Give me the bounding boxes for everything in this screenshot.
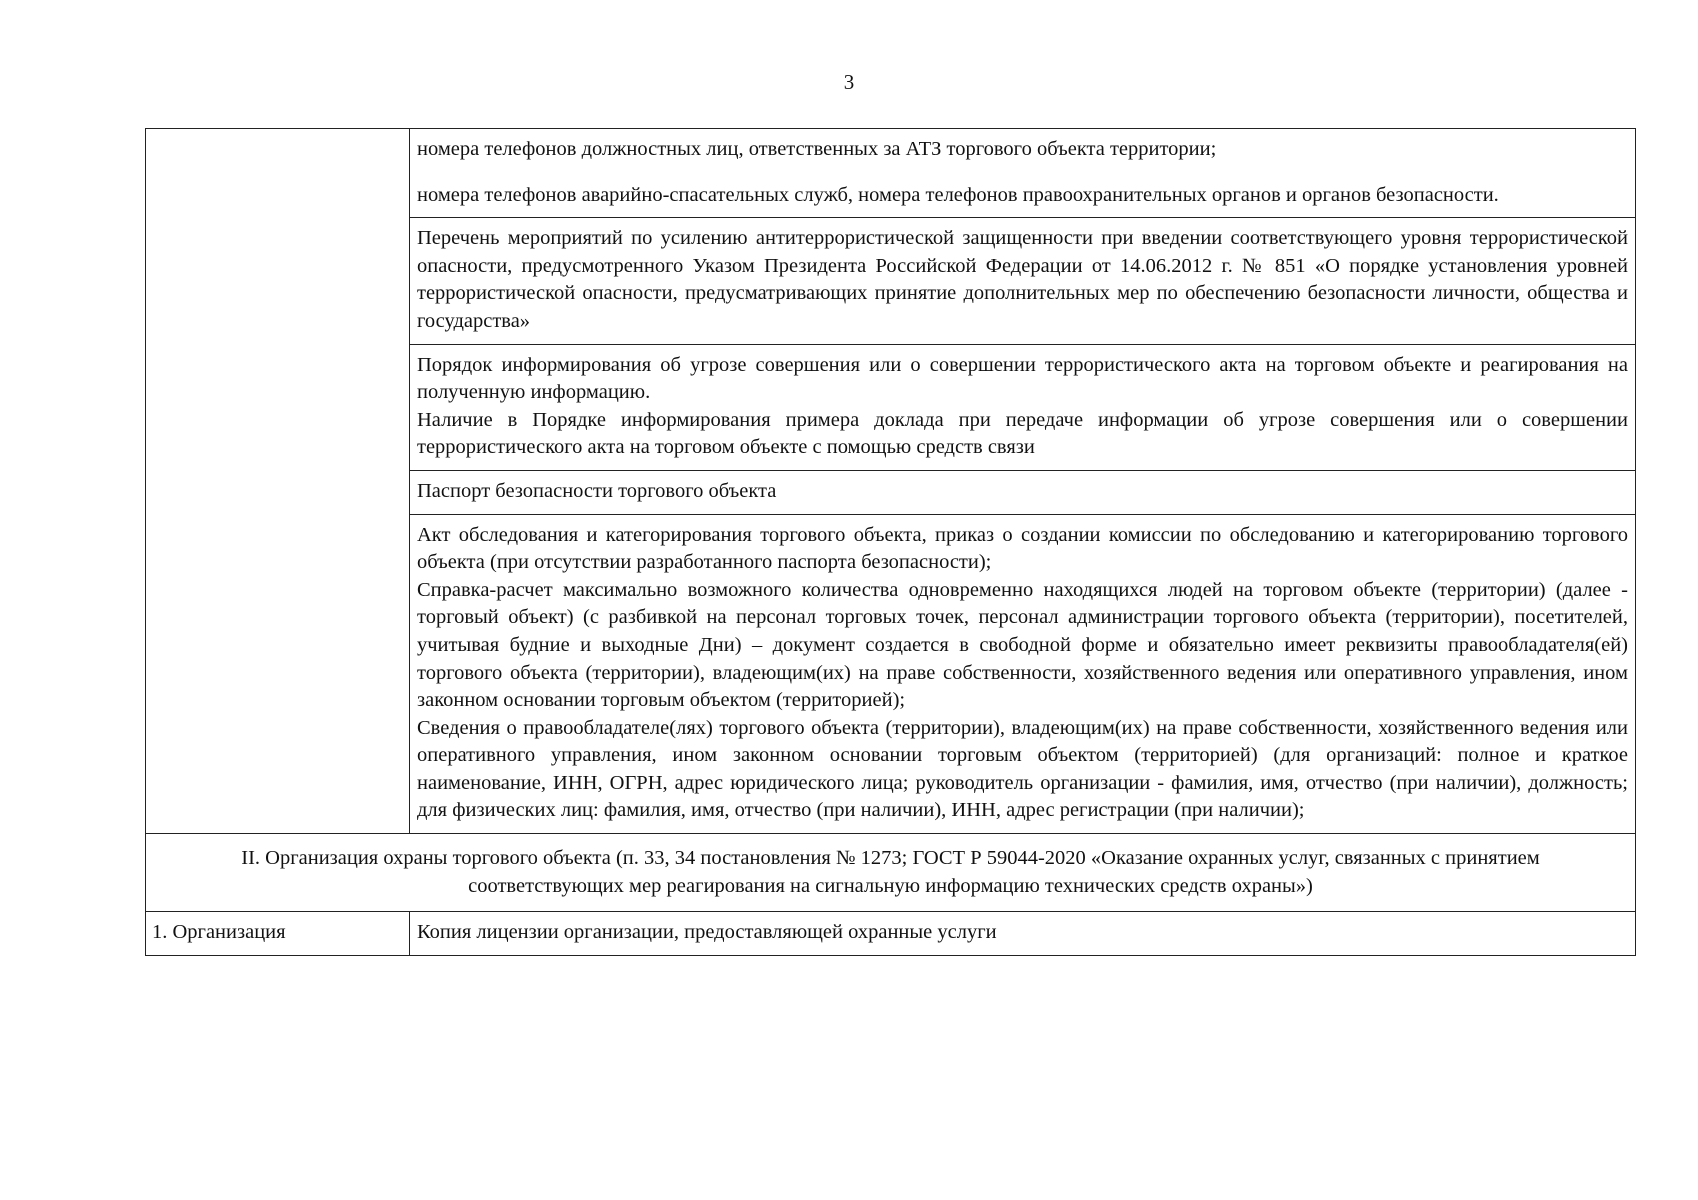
capacity-calculation-text: Справка-расчет максимально возможного количества одновременно находящихся людей на торговом объекте (территории) (далее - торговый объект) (с разбивкой на персонал торговых точек, персонал администрации торгового объекта (территории), посетителей, учитывая будние и выходные Дни) – документ создается в свободной форме и обязательно имеет реквизиты правообладателя(ей) торгового объекта (территории), владеющим(их) на праве собственности, хозяйственного ведения или оперативного управления, ином законном основании торговым объектом (территорией); — [417, 578, 1628, 712]
page-number: 3 — [843, 70, 855, 94]
inspection-act-text: Акт обследования и категорирования торгового объекта, приказ о создании комиссии по обследованию и категорированию торгового объекта (при отсутствии разработанного паспорта безопасности); — [417, 523, 1628, 574]
table-row — [146, 912, 1636, 956]
organization-label: 1. Организация — [146, 912, 410, 956]
license-copy-cell: Копия лицензии организации, предоставляющей охранные услуги — [410, 912, 1636, 956]
measures-list-text: Перечень мероприятий по усилению антитеррористической защищенности при введении соответствующего уровня террористической опасности, предусмотренного Указом Президента Российской Федерации от 14.06.2012 г. № 851 «О порядке установления уровней террористической опасности, предусматривающих принятие дополнительных мер по обеспечению безопасности личности, общества и государства» — [417, 227, 1628, 332]
left-cell-empty — [146, 129, 410, 834]
inspection-documents-cell — [410, 514, 1636, 834]
notification-procedure-text: Порядок информирования об угрозе совершения или о совершении террористического акта на торговом объекте и реагирования на полученную информацию. — [417, 353, 1628, 404]
requirements-table — [145, 128, 1636, 956]
phone-numbers-cell — [410, 129, 1636, 218]
report-example-text: Наличие в Порядке информирования примера доклада при передаче информации об угрозе совершения или о совершении террористического акта на торговом объекте с помощью средств связи — [417, 408, 1628, 459]
measures-list-cell — [410, 218, 1636, 344]
table-row — [146, 834, 1636, 912]
officials-phones-text: номера телефонов должностных лиц, ответственных за АТЗ торгового объекта территории; — [417, 138, 1217, 160]
owner-info-text: Сведения о правообладателе(лях) торгового объекта (территории), владеющим(их) на праве собственности, хозяйственного ведения или оперативного управления, ином законном основании торговым объектом (территорией) (для организаций: полное и краткое наименование, ИНН, ОГРН, адрес юридического лица; руководитель организации - фамилия, имя, отчество (при наличии), должность; для физических лиц: фамилия, имя, отчество (при наличии), ИНН, адрес регистрации (при наличии); — [417, 716, 1628, 822]
security-passport-cell — [410, 470, 1636, 514]
section-heading: II. Организация охраны торгового объекта (п. 33, 34 постановления № 1273; ГОСТ Р 59044-2020 «Оказание охранных услуг, связанных с принятием соответствующих мер реагирования на сигнальную информацию технических средств охраны») — [146, 834, 1636, 912]
notification-procedure-cell — [410, 344, 1636, 470]
emergency-phones-text: номера телефонов аварийно-спасательных служб, номера телефонов правоохранительных органов и органов безопасности. — [417, 183, 1499, 206]
table-row — [146, 129, 1636, 218]
security-passport-text: Паспорт безопасности торгового объекта — [417, 479, 777, 502]
